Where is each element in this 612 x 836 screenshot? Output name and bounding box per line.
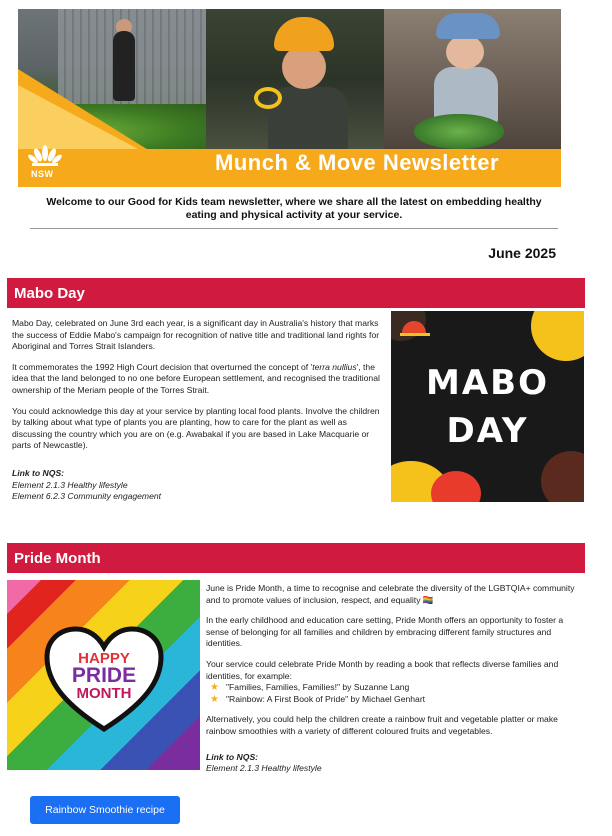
pride-image-word: HAPPY bbox=[78, 650, 130, 667]
photo-child-yellow-hat bbox=[206, 9, 384, 149]
star-icon: ★ bbox=[210, 693, 219, 705]
pride-image-word: PRIDE bbox=[71, 664, 137, 687]
pride-nqs-item: Element 2.1.3 Healthy lifestyle bbox=[206, 763, 322, 774]
mabo-day-content bbox=[12, 318, 382, 503]
pride-image-word: MONTH bbox=[76, 685, 132, 702]
mabo-paragraph-3: You could acknowledge this day at your service by planting local food plants. Involve the children by talking about what type of plants you are planting, how to care for the plant as well as discussing the country which you are on (e.g. Awabakal if you are based in Lake Macquarie or parts of Newcastle). bbox=[12, 405, 380, 451]
mabo-nqs-item: Element 2.1.3 Healthy lifestyle bbox=[12, 479, 128, 490]
divider bbox=[30, 228, 558, 229]
star-icon: ★ bbox=[210, 682, 219, 694]
header-banner bbox=[18, 9, 561, 187]
section-heading-mabo-day: Mabo Day bbox=[7, 278, 585, 308]
mabo-image-word: DAY bbox=[446, 411, 529, 451]
issue-date: June 2025 bbox=[488, 245, 556, 261]
mabo-paragraph-1: Mabo Day, celebrated on June 3rd each year, is a significant day in Australia's history that marks the success of Eddie Mabo's campaign for recognition of native title and traditional land rights for Aboriginal and Torres Strait Islanders. bbox=[12, 318, 380, 352]
mabo-paragraph-2: It commemorates the 1992 High Court decision that overturned the concept of 'terra nullius', the idea that the land belonged to no one before European settlement, and recognised the traditional ownership of the Meriam people of the Torres Strait. bbox=[12, 361, 380, 395]
book-list-item bbox=[210, 682, 584, 694]
pride-paragraph-2: In the early childhood and education care setting, Pride Month offers an opportunity to foster a sense of belonging for all families and children by embracing different family structures and identities. bbox=[206, 615, 564, 649]
photo-child-planting bbox=[384, 9, 561, 149]
pride-month-content bbox=[206, 583, 584, 775]
mabo-image-word: MABO bbox=[426, 363, 549, 403]
book-title: "Families, Families, Families!" by Suzanne Lang bbox=[226, 682, 410, 693]
mabo-day-image bbox=[391, 311, 584, 502]
book-list-item bbox=[210, 694, 584, 706]
nsw-logo-text: NSW bbox=[31, 169, 54, 179]
book-title: "Rainbow: A First Book of Pride" by Michael Genhart bbox=[226, 693, 426, 704]
pride-month-image bbox=[7, 580, 200, 770]
newsletter-title: Munch & Move Newsletter bbox=[215, 150, 500, 175]
rainbow-smoothie-recipe-button[interactable]: Rainbow Smoothie recipe bbox=[30, 796, 180, 824]
intro-text: Welcome to our Good for Kids team newsletter, where we share all the latest on embedding healthy eating and physical activity at your service. bbox=[46, 196, 542, 221]
section-heading-pride-month: Pride Month bbox=[7, 543, 585, 573]
pride-nqs-title: Link to NQS: bbox=[206, 751, 259, 762]
pride-paragraph-1: June is Pride Month, a time to recognise and celebrate the diversity of the LGBTQIA+ community and to promote values of inclusion, respect, and equality 🏳️‍🌈 bbox=[206, 583, 575, 605]
mabo-nqs-title: Link to NQS: bbox=[12, 467, 65, 478]
pride-paragraph-4: Alternatively, you could help the children create a rainbow fruit and vegetable platter or make rainbow smoothies with a variety of different coloured fruits and vegetables. bbox=[206, 714, 558, 736]
mabo-nqs-item: Element 6.2.3 Community engagement bbox=[12, 491, 162, 502]
pride-paragraph-3: Your service could celebrate Pride Month by reading a book that reflects diverse families and identities, for example: bbox=[206, 658, 559, 681]
